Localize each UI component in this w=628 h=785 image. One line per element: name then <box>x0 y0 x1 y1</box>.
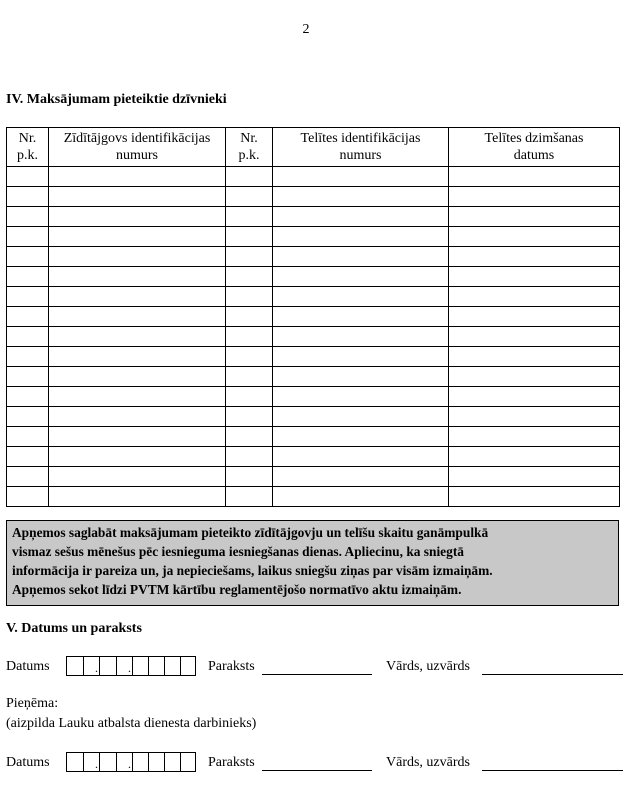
date-label: Datums <box>6 755 50 770</box>
heifer-birth-date-cell[interactable] <box>449 387 620 407</box>
heifer-id-cell[interactable] <box>273 407 449 427</box>
row-number-cell[interactable] <box>7 467 49 487</box>
row-number-cell[interactable] <box>7 287 49 307</box>
row-number-cell[interactable] <box>7 347 49 367</box>
heifer-id-cell[interactable] <box>273 187 449 207</box>
table-row <box>7 407 620 427</box>
name-line[interactable] <box>482 770 623 771</box>
heifer-id-cell[interactable] <box>273 307 449 327</box>
heifer-id-cell[interactable] <box>273 167 449 187</box>
row-number-cell[interactable] <box>226 467 273 487</box>
date-label: Datums <box>6 659 50 674</box>
heifer-birth-date-cell[interactable] <box>449 307 620 327</box>
row-number-cell[interactable] <box>7 187 49 207</box>
cow-id-cell[interactable] <box>49 347 226 367</box>
date-separator: . <box>95 661 98 675</box>
date-input-boxes[interactable] <box>66 752 196 772</box>
accepted-by-block <box>6 694 256 734</box>
date-input-boxes[interactable] <box>66 656 196 676</box>
date-separator: . <box>128 757 131 771</box>
row-number-cell[interactable] <box>7 427 49 447</box>
heifer-id-cell[interactable] <box>273 467 449 487</box>
signature-line[interactable] <box>262 674 372 675</box>
table-row <box>7 227 620 247</box>
heifer-birth-date-cell[interactable] <box>449 407 620 427</box>
column-header-cow-id: Zīdītājgovs identifikācijas numurs <box>49 128 226 167</box>
table-row <box>7 307 620 327</box>
statement-line: Apņemos sekot līdzi PVTM kārtību reglamentējošo normatīvo aktu izmaiņām. <box>12 582 462 597</box>
heifer-id-cell[interactable] <box>273 247 449 267</box>
cow-id-cell[interactable] <box>49 307 226 327</box>
heifer-birth-date-cell[interactable] <box>449 287 620 307</box>
signature-line[interactable] <box>262 770 372 771</box>
row-number-cell[interactable] <box>226 247 273 267</box>
cow-id-cell[interactable] <box>49 487 226 507</box>
cow-id-cell[interactable] <box>49 187 226 207</box>
row-number-cell[interactable] <box>7 167 49 187</box>
statement-line: Apņemos saglabāt maksājumam pieteikto zīdītājgovju un telīšu skaitu ganāmpulkā <box>12 525 489 540</box>
heifer-id-cell[interactable] <box>273 487 449 507</box>
cow-id-cell[interactable] <box>49 167 226 187</box>
applicant-signature-row <box>6 656 626 678</box>
heifer-birth-date-cell[interactable] <box>449 367 620 387</box>
page-number: 2 <box>302 22 310 37</box>
table-header-row <box>7 128 620 167</box>
row-number-cell[interactable] <box>226 347 273 367</box>
row-number-cell[interactable] <box>7 387 49 407</box>
row-number-cell[interactable] <box>226 167 273 187</box>
name-label: Vārds, uzvārds <box>386 755 470 770</box>
row-number-cell[interactable] <box>7 307 49 327</box>
row-number-cell[interactable] <box>7 267 49 287</box>
row-number-cell[interactable] <box>7 207 49 227</box>
cow-id-cell[interactable] <box>49 427 226 447</box>
statement-line: informācija ir pareiza un, ja nepieciešams, laikus sniegšu ziņas par visām izmaiņām. <box>12 563 493 578</box>
row-number-cell[interactable] <box>226 227 273 247</box>
heifer-birth-date-cell[interactable] <box>449 467 620 487</box>
heifer-birth-date-cell[interactable] <box>449 227 620 247</box>
table-row <box>7 427 620 447</box>
table-row <box>7 347 620 367</box>
statement-line: vismaz sešus mēnešus pēc iesnieguma iesniegšanas dienas. Apliecinu, ka sniegtā <box>12 544 464 559</box>
heifer-birth-date-cell[interactable] <box>449 167 620 187</box>
row-number-cell[interactable] <box>226 447 273 467</box>
column-header-row-number-1: Nr. p.k. <box>7 128 49 167</box>
cow-id-cell[interactable] <box>49 327 226 347</box>
heifer-birth-date-cell[interactable] <box>449 327 620 347</box>
table-row <box>7 207 620 227</box>
row-number-cell[interactable] <box>226 287 273 307</box>
row-number-cell[interactable] <box>226 487 273 507</box>
row-number-cell[interactable] <box>226 427 273 447</box>
name-label: Vārds, uzvārds <box>386 659 470 674</box>
cow-id-cell[interactable] <box>49 467 226 487</box>
cow-id-cell[interactable] <box>49 267 226 287</box>
row-number-cell[interactable] <box>226 267 273 287</box>
table-row <box>7 247 620 267</box>
heifer-id-cell[interactable] <box>273 327 449 347</box>
cow-id-cell[interactable] <box>49 287 226 307</box>
cow-id-cell[interactable] <box>49 207 226 227</box>
commitment-statement <box>6 520 619 606</box>
cow-id-cell[interactable] <box>49 407 226 427</box>
signature-label: Paraksts <box>208 659 255 674</box>
row-number-cell[interactable] <box>7 247 49 267</box>
cow-id-cell[interactable] <box>49 247 226 267</box>
heifer-birth-date-cell[interactable] <box>449 487 620 507</box>
table-row <box>7 167 620 187</box>
signature-label: Paraksts <box>208 755 255 770</box>
heifer-id-cell[interactable] <box>273 227 449 247</box>
date-separator: . <box>128 661 131 675</box>
table-row <box>7 447 620 467</box>
officer-signature-row <box>6 752 626 774</box>
heifer-id-cell[interactable] <box>273 267 449 287</box>
heifer-id-cell[interactable] <box>273 207 449 227</box>
row-number-cell[interactable] <box>226 187 273 207</box>
heifer-birth-date-cell[interactable] <box>449 267 620 287</box>
cow-id-cell[interactable] <box>49 227 226 247</box>
table-row <box>7 367 620 387</box>
heifer-id-cell[interactable] <box>273 387 449 407</box>
table-row <box>7 287 620 307</box>
row-number-cell[interactable] <box>7 227 49 247</box>
row-number-cell[interactable] <box>7 447 49 467</box>
heifer-birth-date-cell[interactable] <box>449 447 620 467</box>
row-number-cell[interactable] <box>226 407 273 427</box>
animals-table <box>6 127 620 507</box>
table-row <box>7 187 620 207</box>
column-header-heifer-birth-date: Telītes dzimšanas datums <box>449 128 620 167</box>
heifer-birth-date-cell[interactable] <box>449 207 620 227</box>
heifer-birth-date-cell[interactable] <box>449 247 620 267</box>
heifer-birth-date-cell[interactable] <box>449 427 620 447</box>
section-5-title: V. Datums un paraksts <box>6 621 142 636</box>
accepted-label: Pieņēma: <box>6 696 59 711</box>
row-number-cell[interactable] <box>7 367 49 387</box>
name-line[interactable] <box>482 674 623 675</box>
date-separator: . <box>95 757 98 771</box>
row-number-cell[interactable] <box>226 327 273 347</box>
table-row <box>7 327 620 347</box>
section-4-title: IV. Maksājumam pieteiktie dzīvnieki <box>6 92 227 107</box>
table-row <box>7 487 620 507</box>
row-number-cell[interactable] <box>7 327 49 347</box>
heifer-id-cell[interactable] <box>273 287 449 307</box>
cow-id-cell[interactable] <box>49 447 226 467</box>
heifer-id-cell[interactable] <box>273 427 449 447</box>
heifer-birth-date-cell[interactable] <box>449 187 620 207</box>
row-number-cell[interactable] <box>226 367 273 387</box>
accepted-note: (aizpilda Lauku atbalsta dienesta darbinieks) <box>6 716 257 731</box>
column-header-heifer-id: Telītes identifikācijas numurs <box>273 128 449 167</box>
heifer-id-cell[interactable] <box>273 447 449 467</box>
row-number-cell[interactable] <box>7 407 49 427</box>
row-number-cell[interactable] <box>226 387 273 407</box>
row-number-cell[interactable] <box>226 207 273 227</box>
table-row <box>7 267 620 287</box>
cow-id-cell[interactable] <box>49 387 226 407</box>
row-number-cell[interactable] <box>7 487 49 507</box>
table-row <box>7 467 620 487</box>
heifer-birth-date-cell[interactable] <box>449 347 620 367</box>
cow-id-cell[interactable] <box>49 367 226 387</box>
table-row <box>7 387 620 407</box>
column-header-row-number-2: Nr. p.k. <box>226 128 273 167</box>
row-number-cell[interactable] <box>226 307 273 327</box>
heifer-id-cell[interactable] <box>273 367 449 387</box>
heifer-id-cell[interactable] <box>273 347 449 367</box>
